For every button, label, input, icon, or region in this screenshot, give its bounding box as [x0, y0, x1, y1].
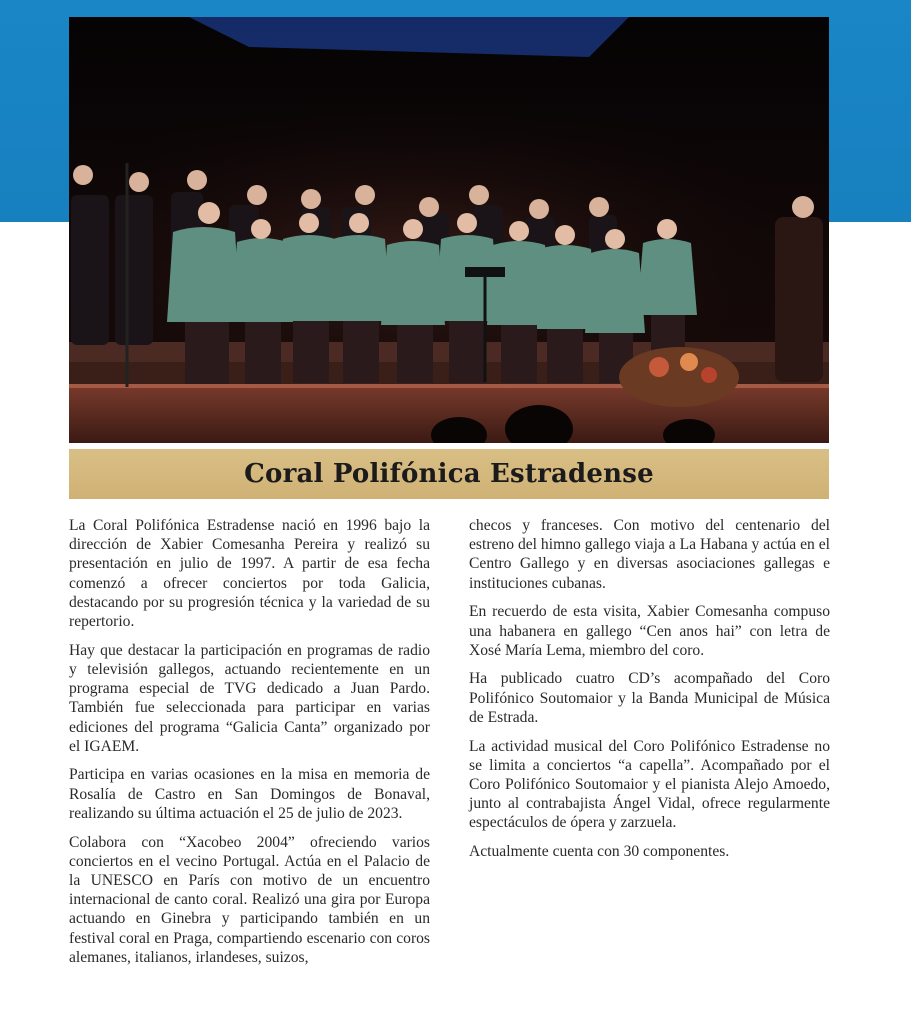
paragraph: Colabora con “Xacobeo 2004” ofreciendo varios conciertos en el vecino Portugal. Actúa en el Palacio de la UNESCO en París con motivo de un encuentro internacional de canto coral. Realizó una gira por Europa actuando en Ginebra y participando también en un festival coral en Praga, compartiendo escenario con coros alemanes, italianos, irlandeses, suizos, [69, 833, 430, 966]
paragraph: Ha publicado cuatro CD’s acompañado del Coro Polifónico Soutomaior y la Banda Municipal de Música de Estrada. [469, 670, 830, 726]
paragraph: Actualmente cuenta con 30 componentes. [469, 843, 730, 861]
paragraph: Participa en varias ocasiones en la misa en memoria de Rosalía de Castro en San Domingos de Bonaval, realizando su última actuación el 25 de julio de 2023. [69, 766, 430, 822]
paragraph: En recuerdo de esta visita, Xabier Comesanha compuso una habanera en gallego “Cen anos hai” con letra de Xosé María Lema, miembro del coro. [469, 603, 830, 659]
title-banner [69, 449, 829, 499]
paragraph: checos y franceses. Con motivo del centenario del estreno del himno gallego viaja a La Habana y actúa en el Centro Gallego y en diversas asociaciones gallegas e instituciones cubanas. [469, 517, 830, 592]
choir-stage-illustration [69, 17, 829, 443]
paragraph: La Coral Polifónica Estradense nació en 1996 bajo la dirección de Xabier Comesanha Pereira y realizó su presentación en julio de 1997. A partir de esa fecha comenzó a ofrecer conciertos por toda Galicia, destacando por su progresión técnica y la variedad de su repertorio. [69, 517, 430, 631]
right-text-column [469, 516, 830, 871]
paragraph: La actividad musical del Coro Polifónico Estradense no se limita a conciertos “a capella”. Acompañado por el Coro Polifónico Soutomaior y el pianista Alejo Amoedo, junto al contrabajista Ángel Vidal, ofrece regularmente espectáculos de ópera y zarzuela. [469, 737, 830, 832]
page-title: Coral Polifónica Estradense [244, 459, 654, 489]
choir-photo [69, 17, 829, 443]
paragraph: Hay que destacar la participación en programas de radio y televisión gallegos, actuando recientemente en un programa especial de TVG dedicado a Juan Pardo. También fue seleccionada para participar en varias ediciones del programa “Galicia Canta” organizado por el IGAEM. [69, 641, 430, 755]
left-text-column [69, 516, 430, 976]
